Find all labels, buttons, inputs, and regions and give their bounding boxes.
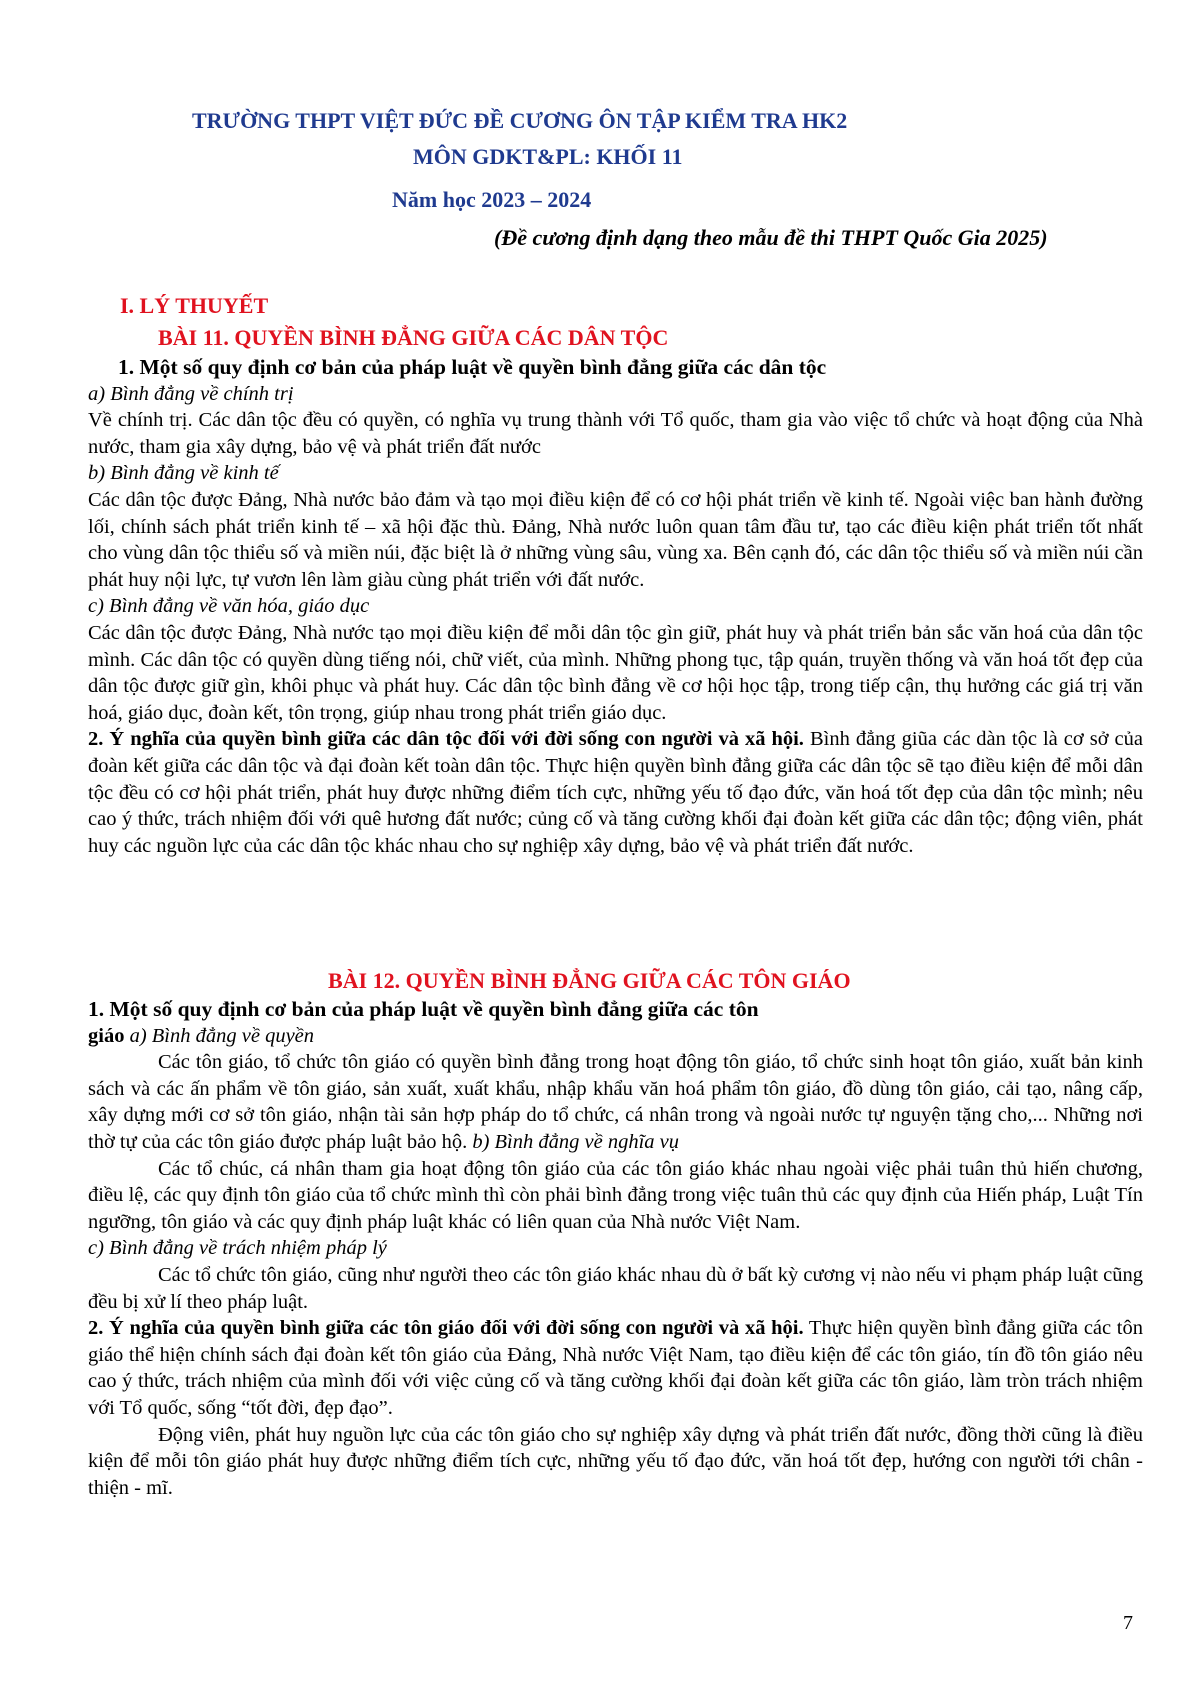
lesson-12-c-text: Các tổ chức tôn giáo, cũng như người theo các tôn giáo khác nhau dù ở bất kỳ cương vị nào nếu vi phạm pháp luật cũng đều bị xử lí theo pháp luật. (88, 1263, 1143, 1313)
lesson-12-c-title: c) Bình đẳng về trách nhiệm pháp lý (88, 1237, 387, 1260)
lesson-12-b-text: Các tổ chúc, cá nhân tham gia hoạt động tôn giáo của các tôn giáo khác nhau ngoài việc phải tuân thủ hiến chương, điều lệ, các quy định tôn giáo của tổ chức mình thì còn phải bình đẳng trong việc tuân thủ các quy định của Hiến pháp, Luật Tín ngưỡng, tôn giáo và các quy định pháp luật khác có liên quan của Nhà nước Việt Nam. (88, 1157, 1143, 1233)
lesson-12-a-paragraph (88, 1049, 1143, 1155)
lesson-12-heading-1-cont (88, 1023, 1143, 1050)
lesson-11-heading-2: 2. Ý nghĩa của quyền bình giữa các dân tộc đối với đời sống con người và xã hội. (88, 728, 804, 751)
lesson-11-meaning-paragraph (88, 726, 1143, 859)
school-year: Năm học 2023 – 2024 (392, 187, 592, 212)
lesson-12-title: BÀI 12. QUYỀN BÌNH ĐẲNG GIỮA CÁC TÔN GIÁO (328, 968, 851, 993)
lesson-12-heading-1-word: giáo (88, 1024, 125, 1047)
page-number: 7 (1123, 1612, 1133, 1634)
lesson-11-meaning-text: Bình đẳng giũa các dàn tộc là cơ sở của đoàn kết giữa các dân tộc và đại đoàn kết toàn dân tộc. Thực hiện quyền bình đẳng giữa các dân tộc sẽ tạo điều kiện để mỗi dân tộc đều có cơ hội phát triển, phát huy được những điểm tích cực, những yếu tố đạo đức, văn hoá tốt đẹp của dân tộc mình; nêu cao ý thức, trách nhiệm đối với quê hương đất nước; củng cố và tăng cường khối đại đoàn kết giữa các dân tộc; động viên, phát huy các nguồn lực của các dân tộc khác nhau cho sự nghiệp xây dựng, bảo vệ và phát triển đất nước. (88, 728, 1143, 857)
lesson-12-meaning-text: Thực hiện quyền bình đẳng giữa các tôn giáo thể hiện chính sách đại đoàn kết tôn giáo của Đảng, Nhà nước Việt Nam, tạo điều kiện để các tôn giáo, tín đồ tôn giáo nêu cao ý thức, trách nhiệm của mình đối với việc củng cố và tăng cường khối đại đoàn kết giữa các tôn giáo, làm tròn trách nhiệm với Tổ quốc, sống “tốt đời, đẹp đạo”. (88, 1317, 1143, 1419)
school-title: TRƯỜNG THPT VIỆT ĐỨC ĐỀ CƯƠNG ÔN TẬP KIỂM TRA HK2 (192, 108, 848, 133)
lesson-11-body (88, 354, 1143, 859)
lesson-12-b-title: b) Bình đẳng về nghĩa vụ (467, 1130, 679, 1153)
lesson-12-a-text: Các tôn giáo, tổ chức tôn giáo có quyền bình đẳng trong hoạt động tôn giáo, tổ chức sinh hoạt tôn giáo, xuất bản kinh sách và các ấn phẩm về tôn giáo, sản xuất, xuất khẩu, nhập khẩu văn hoá phẩm tôn giáo, đồ dùng tôn giáo, cải tạo, nâng cấp, xây dựng mới cơ sở tôn giáo, nhận tài sản hợp pháp do tổ chức, cá nhân trong và ngoài nước tự nguyện tặng cho,... Những nơi thờ tự của các tôn giáo được pháp luật bảo hộ. (88, 1051, 1143, 1153)
lesson-11-title: BÀI 11. QUYỀN BÌNH ĐẲNG GIỮA CÁC DÂN TỘC (158, 325, 669, 350)
lesson-12-heading-2: 2. Ý nghĩa của quyền bình giữa các tôn giáo đối với đời sống con người và xã hội. (88, 1317, 804, 1340)
lesson-12-heading-1: 1. Một số quy định cơ bản của pháp luật về quyền bình đẳng giữa các tôn (88, 997, 759, 1021)
lesson-12-a-title: a) Bình đẳng về quyền (124, 1024, 315, 1047)
lesson-11-c-text: Các dân tộc được Đảng, Nhà nước tạo mọi điều kiện để mỗi dân tộc gìn giữ, phát huy và phát triển bản sắc văn hoá của dân tộc mình. Các dân tộc có quyền dùng tiếng nói, chữ viết, của mình. Những phong tục, tập quán, truyền thống và văn hoá tốt đẹp của dân tộc được giữ gìn, khôi phục và phát huy. Các dân tộc bình đẳng về cơ hội học tập, trong tiếp cận, thụ hưởng các giá trị văn hoá, giáo dục, đoàn kết, tôn trọng, giúp nhau trong phát triển giáo dục. (88, 621, 1143, 724)
lesson-12-last-paragraph: Động viên, phát huy nguồn lực của các tôn giáo cho sự nghiệp xây dựng và phát triển đất nước, đồng thời cũng là điều kiện để mỗi tôn giáo phát huy được những điểm tích cực, những yếu tố đạo đức, văn hoá tốt đẹp, hướng con người tới chân - thiện - mĩ. (88, 1423, 1143, 1499)
lesson-12-body (88, 996, 1143, 1501)
lesson-11-heading-1: 1. Một số quy định cơ bản của pháp luật về quyền bình đẳng giữa các dân tộc (118, 355, 827, 379)
lesson-11-b-title: b) Bình đẳng về kinh tế (88, 462, 279, 485)
section-title: I. LÝ THUYẾT (120, 293, 269, 318)
format-note: (Đề cương định dạng theo mẫu đề thi THPT Quốc Gia 2025) (494, 225, 1048, 250)
lesson-11-c-title: c) Bình đẳng về văn hóa, giáo dục (88, 595, 370, 618)
lesson-12-meaning-paragraph (88, 1315, 1143, 1421)
subject-title: MÔN GDKT&PL: KHỐI 11 (413, 144, 683, 169)
lesson-11-a-text: Về chính trị. Các dân tộc đều có quyền, có nghĩa vụ trung thành với Tổ quốc, tham gia vào việc tổ chức và hoạt động của Nhà nước, tham gia xây dựng, bảo vệ và phát triển đất nước (88, 409, 1143, 458)
lesson-11-b-text: Các dân tộc được Đảng, Nhà nước bảo đảm và tạo mọi điều kiện để có cơ hội phát triển về kinh tế. Ngoài việc ban hành đường lối, chính sách phát triển kinh tế – xã hội đặc thù. Đảng, Nhà nước luôn quan tâm đầu tư, tạo các điều kiện phát triển tốt nhất cho vùng dân tộc thiểu số và miền núi, đặc biệt là ở những vùng sâu, vùng xa. Bên cạnh đó, các dân tộc thiểu số và miền núi cần phát huy nội lực, tự vươn lên làm giàu cùng phát triển với đất nước. (88, 488, 1143, 591)
lesson-11-a-title: a) Bình đẳng về chính trị (88, 382, 294, 405)
